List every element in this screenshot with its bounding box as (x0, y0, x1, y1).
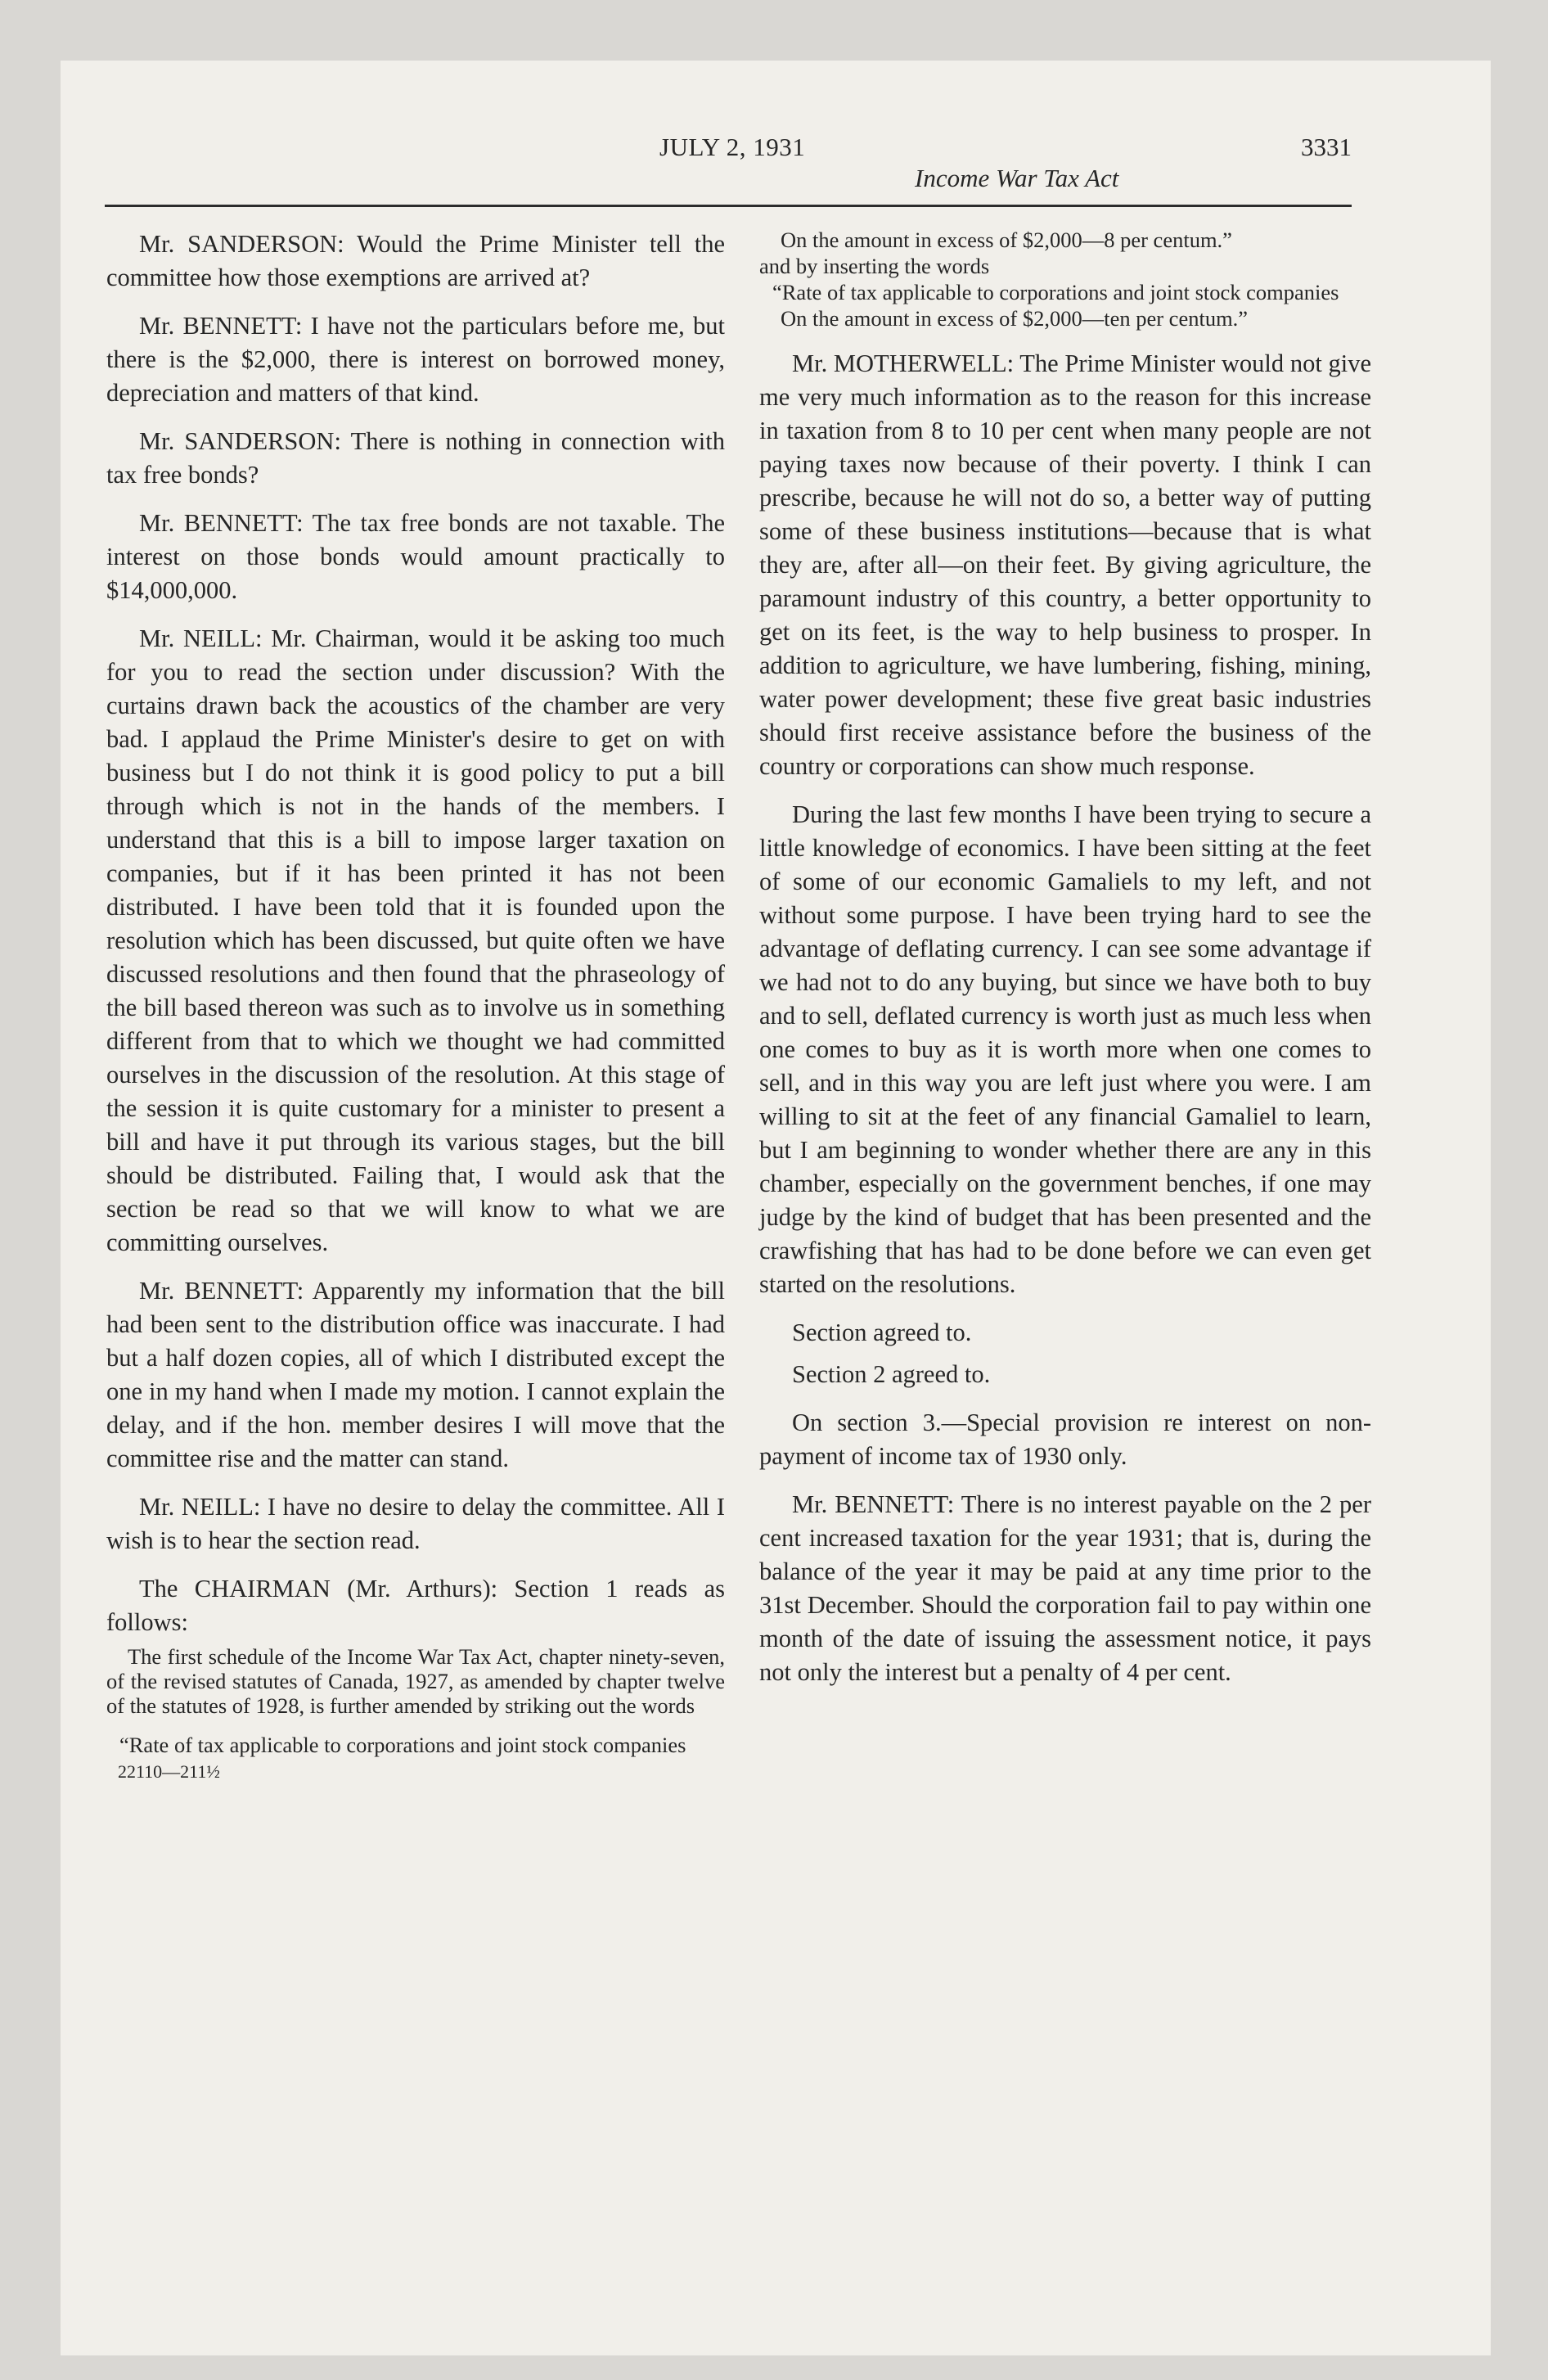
paragraph-neill-2: Mr. NEILL: I have no desire to delay the committee. All I wish is to hear the section read. (106, 1493, 725, 1554)
statute-quote-1: “Rate of tax applicable to corporations and joint stock companies (119, 1733, 686, 1757)
paragraph-sanderson-1: Mr. SANDERSON: Would the Prime Minister tell the committee how those exemptions are arrived at? (106, 230, 725, 291)
paragraph-chairman: The CHAIRMAN (Mr. Arthurs): Section 1 reads as follows: (106, 1575, 725, 1636)
running-header (105, 128, 1352, 207)
paragraph-bennett-4: Mr. BENNETT: There is no interest payable on the 2 per cent increased taxation for the year 1931; that is, during the balance of the year it may be paid at any time prior to the 31st December. Should the corporation fail to pay within one month of the date of issuing the assessment notice, it pays not only the interest but a penalty of 4 per cent. (759, 1490, 1371, 1686)
left-column (106, 228, 725, 1783)
section-3-heading: On section 3.—Special provision re interest on non-payment of income tax of 1930 only. (759, 1409, 1371, 1470)
header-act-title: Income War Tax Act (915, 164, 1119, 192)
document-page (61, 61, 1491, 2355)
paragraph-bennett-2: Mr. BENNETT: The tax free bonds are not taxable. The interest on those bonds would amount practically to $14,000,000. (106, 509, 725, 604)
statute-text-2: On the amount in excess of $2,000—8 per centum.” (781, 228, 1232, 252)
page-number: 3331 (1301, 133, 1352, 161)
right-column (759, 228, 1371, 1704)
statute-quote-2: “Rate of tax applicable to corporations and joint stock companies (772, 280, 1339, 304)
paragraph-bennett-1: Mr. BENNETT: I have not the particulars before me, but there is the $2,000, there is interest on borrowed money, depreciation and matters of that kind. (106, 312, 725, 407)
statute-text-4: On the amount in excess of $2,000—ten per centum.” (781, 306, 1249, 331)
paragraph-bennett-3: Mr. BENNETT: Apparently my information that the bill had been sent to the distribution office was inaccurate. I had but a half dozen copies, all of which I distributed except the one in my hand when I made my motion. I cannot explain the delay, and if the hon. member desires I will move that the committee rise and the matter can stand. (106, 1277, 725, 1472)
header-date: JULY 2, 1931 (659, 133, 806, 161)
section-agreed-2: Section 2 agreed to. (792, 1360, 991, 1388)
statute-text-1: The first schedule of the Income War Tax Act, chapter ninety-seven, of the revised statutes of Canada, 1927, as amended by chapter twelve of the statutes of 1928, is further amended by striking out the words (106, 1644, 725, 1718)
paragraph-motherwell-2: During the last few months I have been trying to secure a little knowledge of economics. I have been sitting at the feet of some of our economic Gamaliels to my left, and not without some purpose. I have been trying hard to see the advantage of deflating currency. I can see some advantage if we had not to do any buying, but since we have both to buy and to sell, deflated currency is worth just as much less when one comes to buy as it is worth more when one comes to sell, and in this way you are left just where you were. I am willing to sit at the feet of any financial Gamaliel to learn, but I am beginning to wonder whether there are any in this chamber, especially on the government benches, if one may judge by the kind of budget that has been presented and the crawfishing that has had to be done before we can even get started on the resolutions. (759, 800, 1371, 1298)
paragraph-neill-1: Mr. NEILL: Mr. Chairman, would it be asking too much for you to read the section under discussion? With the curtains drawn back the acoustics of the chamber are very bad. I applaud the Prime Minister's desire to get on with business but I do not think it is good policy to put a bill through which is not in the hands of the members. I understand that this is a bill to impose larger taxation on companies, but if it has been printed it has not been distributed. I have been told that it is founded upon the resolution which has been discussed, but quite often we have discussed resolutions and then found that the phraseology of the bill based thereon was such as to involve us in something different from that to which we thought we had committed ourselves in the discussion of the resolution. At this stage of the session it is quite customary for a minister to present a bill and have it put through its various stages, but the bill should be distributed. Failing that, I would ask that the section be read so that we will know to what we are committing ourselves. (106, 624, 725, 1256)
paragraph-motherwell-1: Mr. MOTHERWELL: The Prime Minister would not give me very much information as to the reason for this increase in taxation from 8 to 10 per cent when many people are not paying taxes now because of their poverty. I think I can prescribe, because he will not do so, a better way of putting some of these business institutions—because that is what they are, after all—on their feet. By giving agriculture, the paramount industry of this country, a better opportunity to get on its feet, is the way to help business to prosper. In addition to agriculture, we have lumbering, fishing, mining, water power development; these five great basic industries should first receive assistance before the business of the country or corporations can show much response. (759, 349, 1371, 780)
section-agreed-1: Section agreed to. (792, 1318, 972, 1346)
statute-text-3: and by inserting the words (759, 254, 990, 278)
paragraph-sanderson-2: Mr. SANDERSON: There is nothing in connection with tax free bonds? (106, 427, 725, 489)
footer-signature-mark: 22110—211½ (118, 1761, 220, 1782)
